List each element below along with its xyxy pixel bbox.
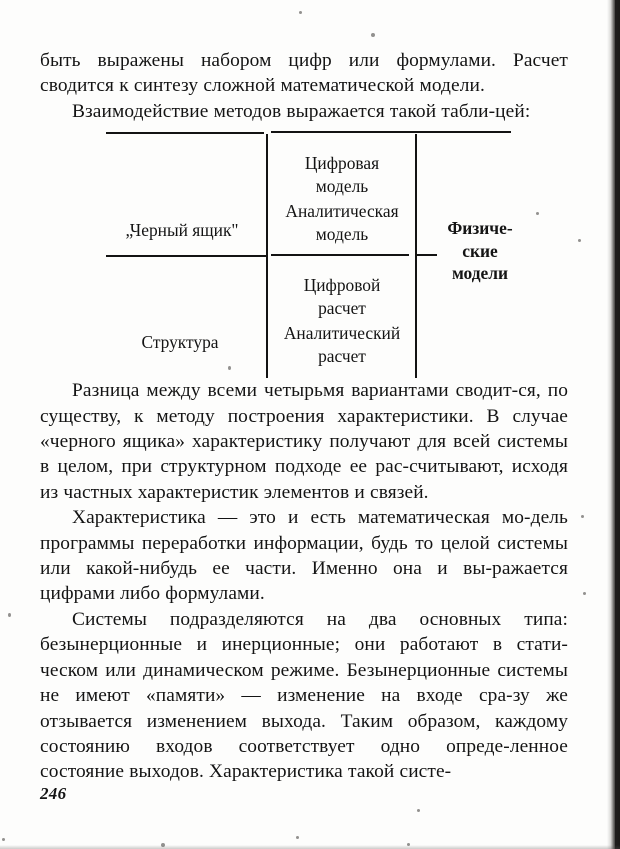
page-text-column (40, 48, 568, 785)
table-cell-analytical-model-line2: модель (315, 224, 369, 245)
table-cell-digital-model-line2: модель (315, 176, 369, 197)
table-cell-digital-calculation-line1: Цифровой (303, 275, 381, 296)
physical-models-line3: модели (451, 263, 509, 284)
paragraph-1: быть выражены набором цифр или формулами. Расчет сводится к синтезу сложной математической модели. (40, 50, 568, 97)
scan-speck (296, 836, 299, 839)
methods-interaction-table (40, 126, 568, 378)
table-cell-digital-calculation (272, 274, 412, 320)
table-cell-analytical-calculation-line1: Аналитический (283, 323, 401, 344)
table-row-label-black-box: „Черный ящик" (125, 220, 239, 241)
page-number: 246 (40, 784, 67, 803)
table-cell-analytical-model-line1: Аналитическая (285, 201, 399, 222)
table-vertical-rule-outer (415, 134, 417, 378)
table-cell-analytical-calculation-line2: расчет (318, 346, 366, 367)
table-top-rule-left (106, 132, 264, 134)
table-cell-digital-calculation-line2: расчет (318, 298, 366, 319)
scan-speck (578, 239, 581, 242)
table-vertical-rule-inner (266, 134, 268, 378)
table-column-label-physical-models (425, 217, 535, 285)
scan-edge-bottom (0, 845, 620, 849)
physical-models-line1: Физиче- (447, 218, 513, 239)
table-row-label-structure: Структура (141, 332, 219, 353)
scan-speck (2, 838, 5, 841)
scan-speck (583, 592, 586, 595)
paragraph-5: Системы подразделяются на два основных типа: безынерционные и инерционные; они работают в стати-ческом или динамическом режиме. Безынерционные системы не имеют «памяти» — изменение на входе сра-зу же отзывается изменением выхода. Таким образом, каждому состоянию входов соответствует одно опреде-ленное состояние выходов. Характеристика такой систе- (40, 608, 568, 783)
scan-speck (299, 11, 302, 14)
table-cell-digital-model-line1: Цифровая (304, 153, 380, 174)
scan-speck (417, 809, 420, 812)
paragraph-2: Взаимодействие методов выражается такой табли-цей: (72, 100, 531, 122)
scan-speck (536, 212, 539, 215)
scan-edge-right (607, 0, 620, 849)
table-cell-analytical-calculation (270, 322, 414, 368)
table-middle-rule-center (271, 254, 409, 256)
physical-models-line2: ские (462, 240, 498, 261)
paragraph-4: Характеристика — это и есть математическая мо-дель программы переработки информации, будь то целой системы или какой-нибудь ее части. Именно она и вы-ражается цифрами либо формулами. (40, 507, 568, 605)
paragraph-3: Разница между всеми четырьмя вариантами сводит-ся, по существу, к методу построения характеристики. В случае «черного ящика» характеристику получают для всей системы в целом, при структурном подходе ее рас-считывают, исходя из частных характеристик элементов и связей. (40, 380, 568, 503)
table-cell-analytical-model (270, 200, 414, 246)
table-middle-rule-left (106, 255, 268, 257)
scan-speck (8, 613, 11, 617)
table-cell-digital-model (272, 152, 412, 198)
table-top-rule-right (271, 131, 511, 133)
scan-speck (581, 515, 584, 518)
scan-speck (371, 33, 375, 37)
scan-speck (228, 366, 231, 370)
